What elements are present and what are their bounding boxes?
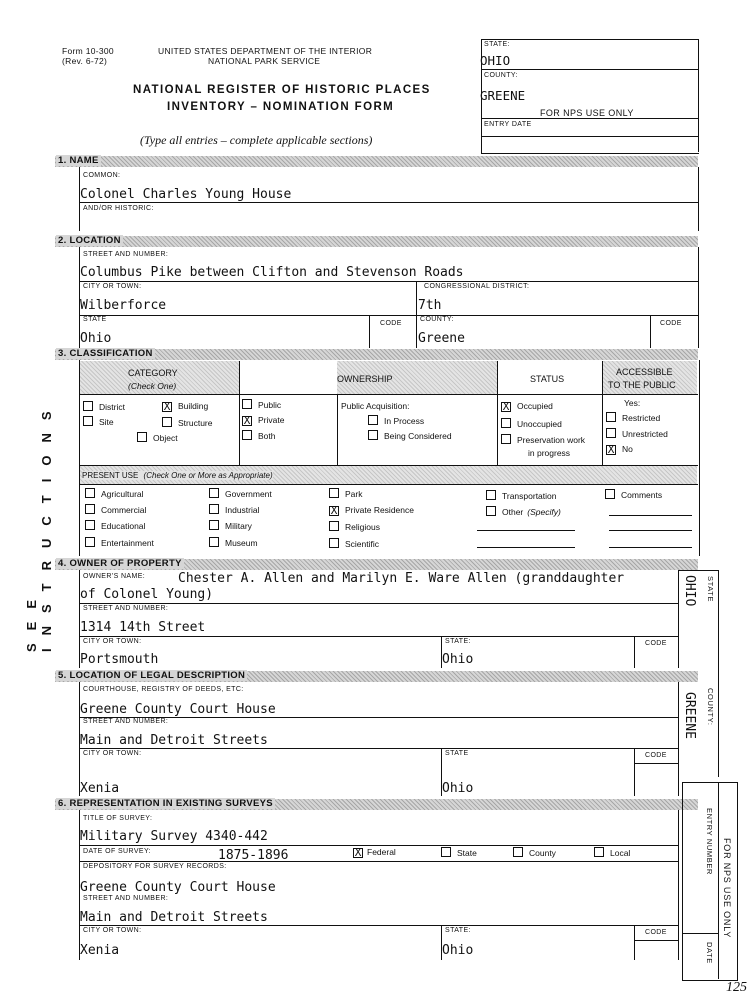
side-date: DATE [705, 942, 714, 964]
acc-unrestricted-checkbox[interactable]: Unrestricted [606, 428, 668, 439]
owner-name-line-1: Chester A. Allen and Marilyn E. Ware Allen (granddaughter [178, 571, 625, 586]
location-state-label: STATE [83, 316, 107, 323]
use-transportation-checkbox[interactable]: Transportation [486, 490, 557, 501]
checkbox-icon [209, 520, 219, 530]
checkbox-icon [242, 399, 252, 409]
checkbox-checked-icon: X [502, 400, 510, 413]
side-state-label: STATE [706, 576, 715, 603]
courthouse-value: Greene County Court House [80, 702, 276, 717]
acq-being-considered-checkbox[interactable]: Being Considered [368, 430, 452, 441]
checkbox-icon [83, 416, 93, 426]
depository-value: Greene County Court House [80, 880, 276, 895]
checkbox-icon [486, 506, 496, 516]
use-private-residence-checkbox[interactable]: X Private Residence [330, 504, 414, 517]
legal-street-label: STREET AND NUMBER: [83, 718, 169, 725]
survey-date-label: DATE OF SURVEY: [83, 848, 151, 855]
use-park-checkbox[interactable]: Park [329, 488, 362, 499]
status-preservation-line-2: in progress [528, 448, 571, 458]
checkbox-icon [329, 521, 339, 531]
checkbox-checked-icon: X [243, 414, 251, 427]
form-title-line-1: NATIONAL REGISTER OF HISTORIC PLACES [133, 84, 431, 96]
courthouse-label: COURTHOUSE, REGISTRY OF DEEDS, ETC: [83, 686, 244, 693]
section-2-title: 2. LOCATION [58, 235, 121, 246]
checkbox-icon [605, 489, 615, 499]
checkbox-icon [209, 504, 219, 514]
use-industrial-checkbox[interactable]: Industrial [209, 504, 260, 515]
survey-city-label: CITY OR TOWN: [83, 927, 142, 934]
historic-name-label: AND/OR HISTORIC: [83, 205, 154, 212]
side-county-label: COUNTY: [706, 688, 715, 726]
checkbox-checked-icon: X [330, 504, 338, 517]
location-city-label: CITY OR TOWN: [83, 283, 142, 290]
nps-entry-date-label: ENTRY DATE [484, 121, 532, 128]
owner-state-label: STATE: [445, 638, 471, 645]
acc-no-checkbox[interactable]: X No [607, 443, 633, 456]
service-name: NATIONAL PARK SERVICE [208, 56, 321, 66]
congressional-district-value: 7th [418, 298, 442, 313]
federal-checkmark: X [354, 846, 362, 859]
side-county-value: GREENE [682, 692, 697, 739]
survey-local-checkbox[interactable]: Local [594, 847, 630, 858]
own-public-checkbox[interactable]: Public [242, 399, 281, 410]
owner-city-value: Portsmouth [80, 652, 159, 667]
section-4-title: 4. OWNER OF PROPERTY [58, 558, 182, 569]
checkbox-icon [513, 847, 523, 857]
survey-street-label: STREET AND NUMBER: [83, 895, 169, 902]
location-county-value: Greene [418, 331, 465, 346]
cat-building-checkbox[interactable]: X Building [163, 400, 209, 413]
nps-state-label: STATE: [484, 41, 510, 48]
page-number: 125 [726, 980, 747, 995]
survey-street-value: Main and Detroit Streets [80, 910, 268, 925]
use-scientific-checkbox[interactable]: Scientific [329, 538, 379, 549]
form-number: Form 10-300 [62, 46, 114, 56]
cat-structure-checkbox[interactable]: Structure [162, 417, 213, 428]
checkbox-icon [329, 538, 339, 548]
accessible-header-1: ACCESSIBLE [616, 367, 673, 377]
own-both-checkbox[interactable]: Both [242, 430, 276, 441]
own-private-checkbox[interactable]: X Private [243, 414, 285, 427]
status-occupied-checkbox[interactable]: X Occupied [502, 400, 553, 413]
category-header: CATEGORY [128, 368, 178, 378]
legal-city-value: Xenia [80, 781, 120, 796]
department-name: UNITED STATES DEPARTMENT OF THE INTERIOR [158, 46, 373, 56]
checkbox-icon [594, 847, 604, 857]
side-state-value: OHIO [682, 575, 697, 607]
checkbox-icon [501, 434, 511, 444]
checkbox-icon [606, 428, 616, 438]
congressional-district-label: CONGRESSIONAL DISTRICT: [424, 283, 530, 290]
status-header: STATUS [530, 374, 565, 384]
location-county-label: COUNTY: [420, 316, 454, 323]
section-1-bar [55, 156, 698, 167]
checkbox-icon [441, 847, 451, 857]
legal-city-label: CITY OR TOWN: [83, 750, 142, 757]
use-other-checkbox[interactable]: Other (Specify) [486, 506, 561, 517]
cat-site-checkbox[interactable]: Site [83, 416, 114, 427]
survey-county-checkbox[interactable]: County [513, 847, 556, 858]
section-1-title: 1. NAME [58, 155, 99, 166]
use-agricultural-checkbox[interactable]: Agricultural [85, 488, 144, 499]
use-government-checkbox[interactable]: Government [209, 488, 272, 499]
location-street-value: Columbus Pike between Clifton and Stevenson Roads [80, 265, 464, 280]
use-comments-checkbox[interactable]: Comments [605, 489, 662, 500]
cat-district-checkbox[interactable]: District [83, 401, 125, 412]
common-name-value: Colonel Charles Young House [80, 187, 292, 202]
checkbox-icon [486, 490, 496, 500]
checkbox-icon [85, 488, 95, 498]
form-title-line-2: INVENTORY – NOMINATION FORM [167, 101, 395, 113]
owner-name-line-2: of Colonel Young) [80, 587, 214, 602]
acc-restricted-checkbox[interactable]: Restricted [606, 412, 660, 423]
checkbox-icon [501, 418, 511, 428]
section-6-title: 6. REPRESENTATION IN EXISTING SURVEYS [58, 798, 273, 809]
location-city-value: Wilberforce [80, 298, 167, 313]
section-3-title: 3. CLASSIFICATION [58, 348, 153, 359]
checkbox-icon [137, 432, 147, 442]
legal-state-label: STATE [445, 750, 469, 757]
checkbox-icon [368, 415, 378, 425]
checkbox-icon [83, 401, 93, 411]
legal-state-value: Ohio [442, 781, 474, 796]
location-state-value: Ohio [80, 331, 112, 346]
location-street-label: STREET AND NUMBER: [83, 251, 169, 258]
status-preservation-checkbox[interactable]: Preservation work [501, 434, 585, 445]
survey-date-value: 1875-1896 [218, 848, 289, 863]
checkbox-icon [606, 412, 616, 422]
checkbox-checked-icon: X [607, 443, 615, 456]
survey-state-label: STATE: [445, 927, 471, 934]
nps-state-value: OHIO [480, 53, 511, 68]
checkbox-icon [209, 537, 219, 547]
nps-county-value: GREENE [480, 88, 526, 103]
common-name-label: COMMON: [83, 172, 121, 179]
owner-name-label: OWNER'S NAME: [83, 573, 146, 580]
cat-object-checkbox[interactable]: Object [137, 432, 178, 443]
use-educational-checkbox[interactable]: Educational [85, 520, 145, 531]
checkbox-icon [329, 488, 339, 498]
use-religious-checkbox[interactable]: Religious [329, 521, 380, 532]
status-unoccupied-checkbox[interactable]: Unoccupied [501, 418, 562, 429]
accessible-header-2: TO THE PUBLIC [608, 380, 676, 390]
use-entertainment-checkbox[interactable]: Entertainment [85, 537, 154, 548]
use-museum-checkbox[interactable]: Museum [209, 537, 258, 548]
location-county-code-label: CODE [660, 320, 682, 327]
nps-use-only: FOR NPS USE ONLY [540, 108, 634, 118]
checkbox-icon [162, 417, 172, 427]
accessible-yes-label: Yes: [624, 398, 641, 408]
checkbox-checked-icon: X [163, 400, 171, 413]
legal-street-value: Main and Detroit Streets [80, 733, 268, 748]
checkbox-icon [85, 520, 95, 530]
checkbox-icon [209, 488, 219, 498]
survey-title-label: TITLE OF SURVEY: [83, 815, 153, 822]
see-instructions-margin: SEE INSTRUCTIONS [24, 398, 54, 652]
owner-city-label: CITY OR TOWN: [83, 638, 142, 645]
owner-state-value: Ohio [442, 652, 474, 667]
checkbox-icon [85, 504, 95, 514]
checkbox-icon [368, 430, 378, 440]
survey-federal-label: Federal [367, 847, 396, 857]
nps-county-label: COUNTY: [484, 72, 518, 79]
survey-city-value: Xenia [80, 943, 120, 958]
section-2-bar [55, 236, 698, 247]
location-state-code-label: CODE [380, 320, 402, 327]
survey-code-label: CODE [645, 929, 667, 936]
use-commercial-checkbox[interactable]: Commercial [85, 504, 146, 515]
public-acquisition-label: Public Acquisition: [341, 401, 410, 411]
side-entry-number: ENTRY NUMBER [705, 808, 714, 875]
owner-street-label: STREET AND NUMBER: [83, 605, 169, 612]
side-nps-use-only: FOR NPS USE ONLY [722, 838, 732, 939]
acq-in-process-checkbox[interactable]: In Process [368, 415, 424, 426]
category-subheader: (Check One) [128, 381, 177, 391]
form-revision: (Rev. 6-72) [62, 56, 108, 66]
depository-label: DEPOSITORY FOR SURVEY RECORDS: [83, 863, 227, 870]
type-instructions: (Type all entries – complete applicable sections) [140, 133, 373, 147]
checkbox-icon [242, 430, 252, 440]
checkbox-icon [85, 537, 95, 547]
use-military-checkbox[interactable]: Military [209, 520, 252, 531]
owner-code-label: CODE [645, 640, 667, 647]
legal-code-label: CODE [645, 752, 667, 759]
survey-state-value: Ohio [442, 943, 474, 958]
survey-title-value: Military Survey 4340-442 [80, 829, 268, 844]
present-use-label: PRESENT USE (Check One or More as Appropriate) [82, 471, 273, 480]
survey-state-checkbox[interactable]: State [441, 847, 477, 858]
section-5-title: 5. LOCATION OF LEGAL DESCRIPTION [58, 670, 246, 681]
owner-street-value: 1314 14th Street [80, 620, 206, 635]
ownership-header: OWNERSHIP [337, 374, 393, 384]
